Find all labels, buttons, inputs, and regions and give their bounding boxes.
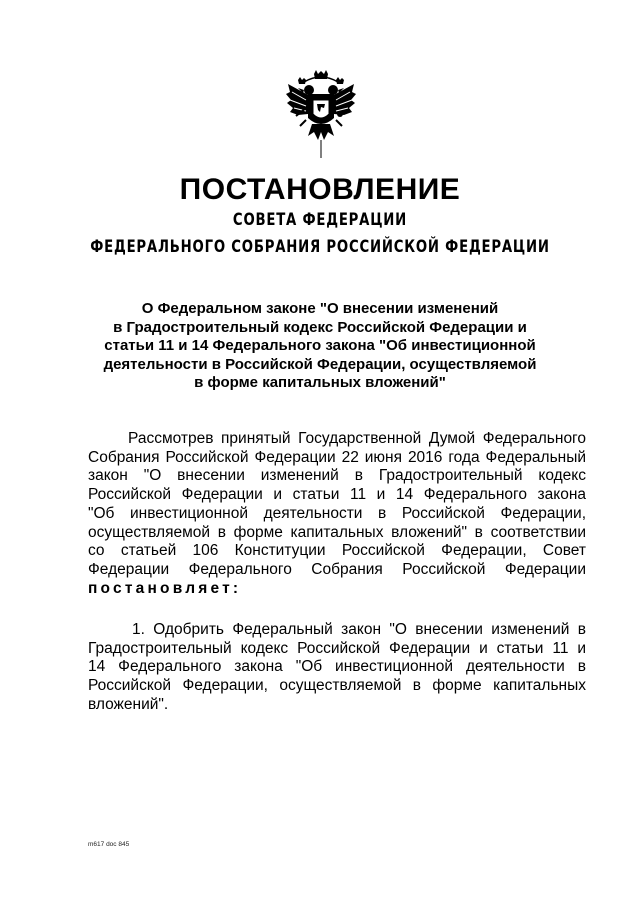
preamble-line: Федерации Федерального Собрания Российской Федерации xyxy=(88,560,586,578)
heading-line: в Градостроительный кодекс Российской Федерации и xyxy=(113,318,527,336)
document-type-title: ПОСТАНОВЛЕНИЕ xyxy=(179,173,461,206)
item-line: 14 Федерального закона "Об инвестиционной деятельности в xyxy=(88,658,586,676)
item-line: Градостроительный кодекс Российской Федерации и статьи 11 и xyxy=(88,639,586,657)
resolution-heading xyxy=(100,300,540,393)
issuer-line-1: СОВЕТА ФЕДЕРАЦИИ xyxy=(232,210,408,230)
russian-coat-of-arms-icon xyxy=(284,70,358,158)
issuer-line-2: ФЕДЕРАЛЬНОГО СОБРАНИЯ РОССИЙСКОЙ ФЕДЕРАЦИИ xyxy=(90,237,550,257)
heading-line: О Федеральном законе "О внесении изменений xyxy=(141,300,499,317)
preamble-line: "Об инвестиционной деятельности в Российской Федерации, xyxy=(88,504,586,522)
item-line: Российской Федерации, осуществляемой в форме капитальных xyxy=(88,677,586,695)
document-code: m617 doc 845 xyxy=(88,841,130,848)
item-line: вложений". xyxy=(88,695,169,713)
preamble-line: со статьей 106 Конституции Российской Федерации, Совет xyxy=(88,542,586,560)
preamble-line: Рассмотрев принятый Государственной Думой Федерального xyxy=(128,430,586,447)
preamble-line: Собрания Российской Федерации 22 июня 2016 года Федеральный xyxy=(88,448,586,466)
heading-line: статьи 11 и 14 Федерального закона "Об инвестиционной xyxy=(104,337,536,354)
preamble-line: Российской Федерации и статьи 11 и 14 Федерального закона xyxy=(88,486,586,504)
decision-word: постановляет: xyxy=(88,579,242,597)
resolution-item-1 xyxy=(88,621,586,715)
heading-line: деятельности в Российской Федерации, осуществляемой xyxy=(103,355,537,373)
preamble-paragraph xyxy=(88,430,586,598)
item-line: 1. Одобрить Федеральный закон "О внесении изменений в xyxy=(132,621,586,638)
preamble-line: осуществляемой в форме капитальных вложений" в соответствии xyxy=(88,523,586,541)
heading-line: в форме капитальных вложений" xyxy=(194,374,446,391)
preamble-line: закон "О внесении изменений в Градостроительный кодекс xyxy=(88,467,586,485)
